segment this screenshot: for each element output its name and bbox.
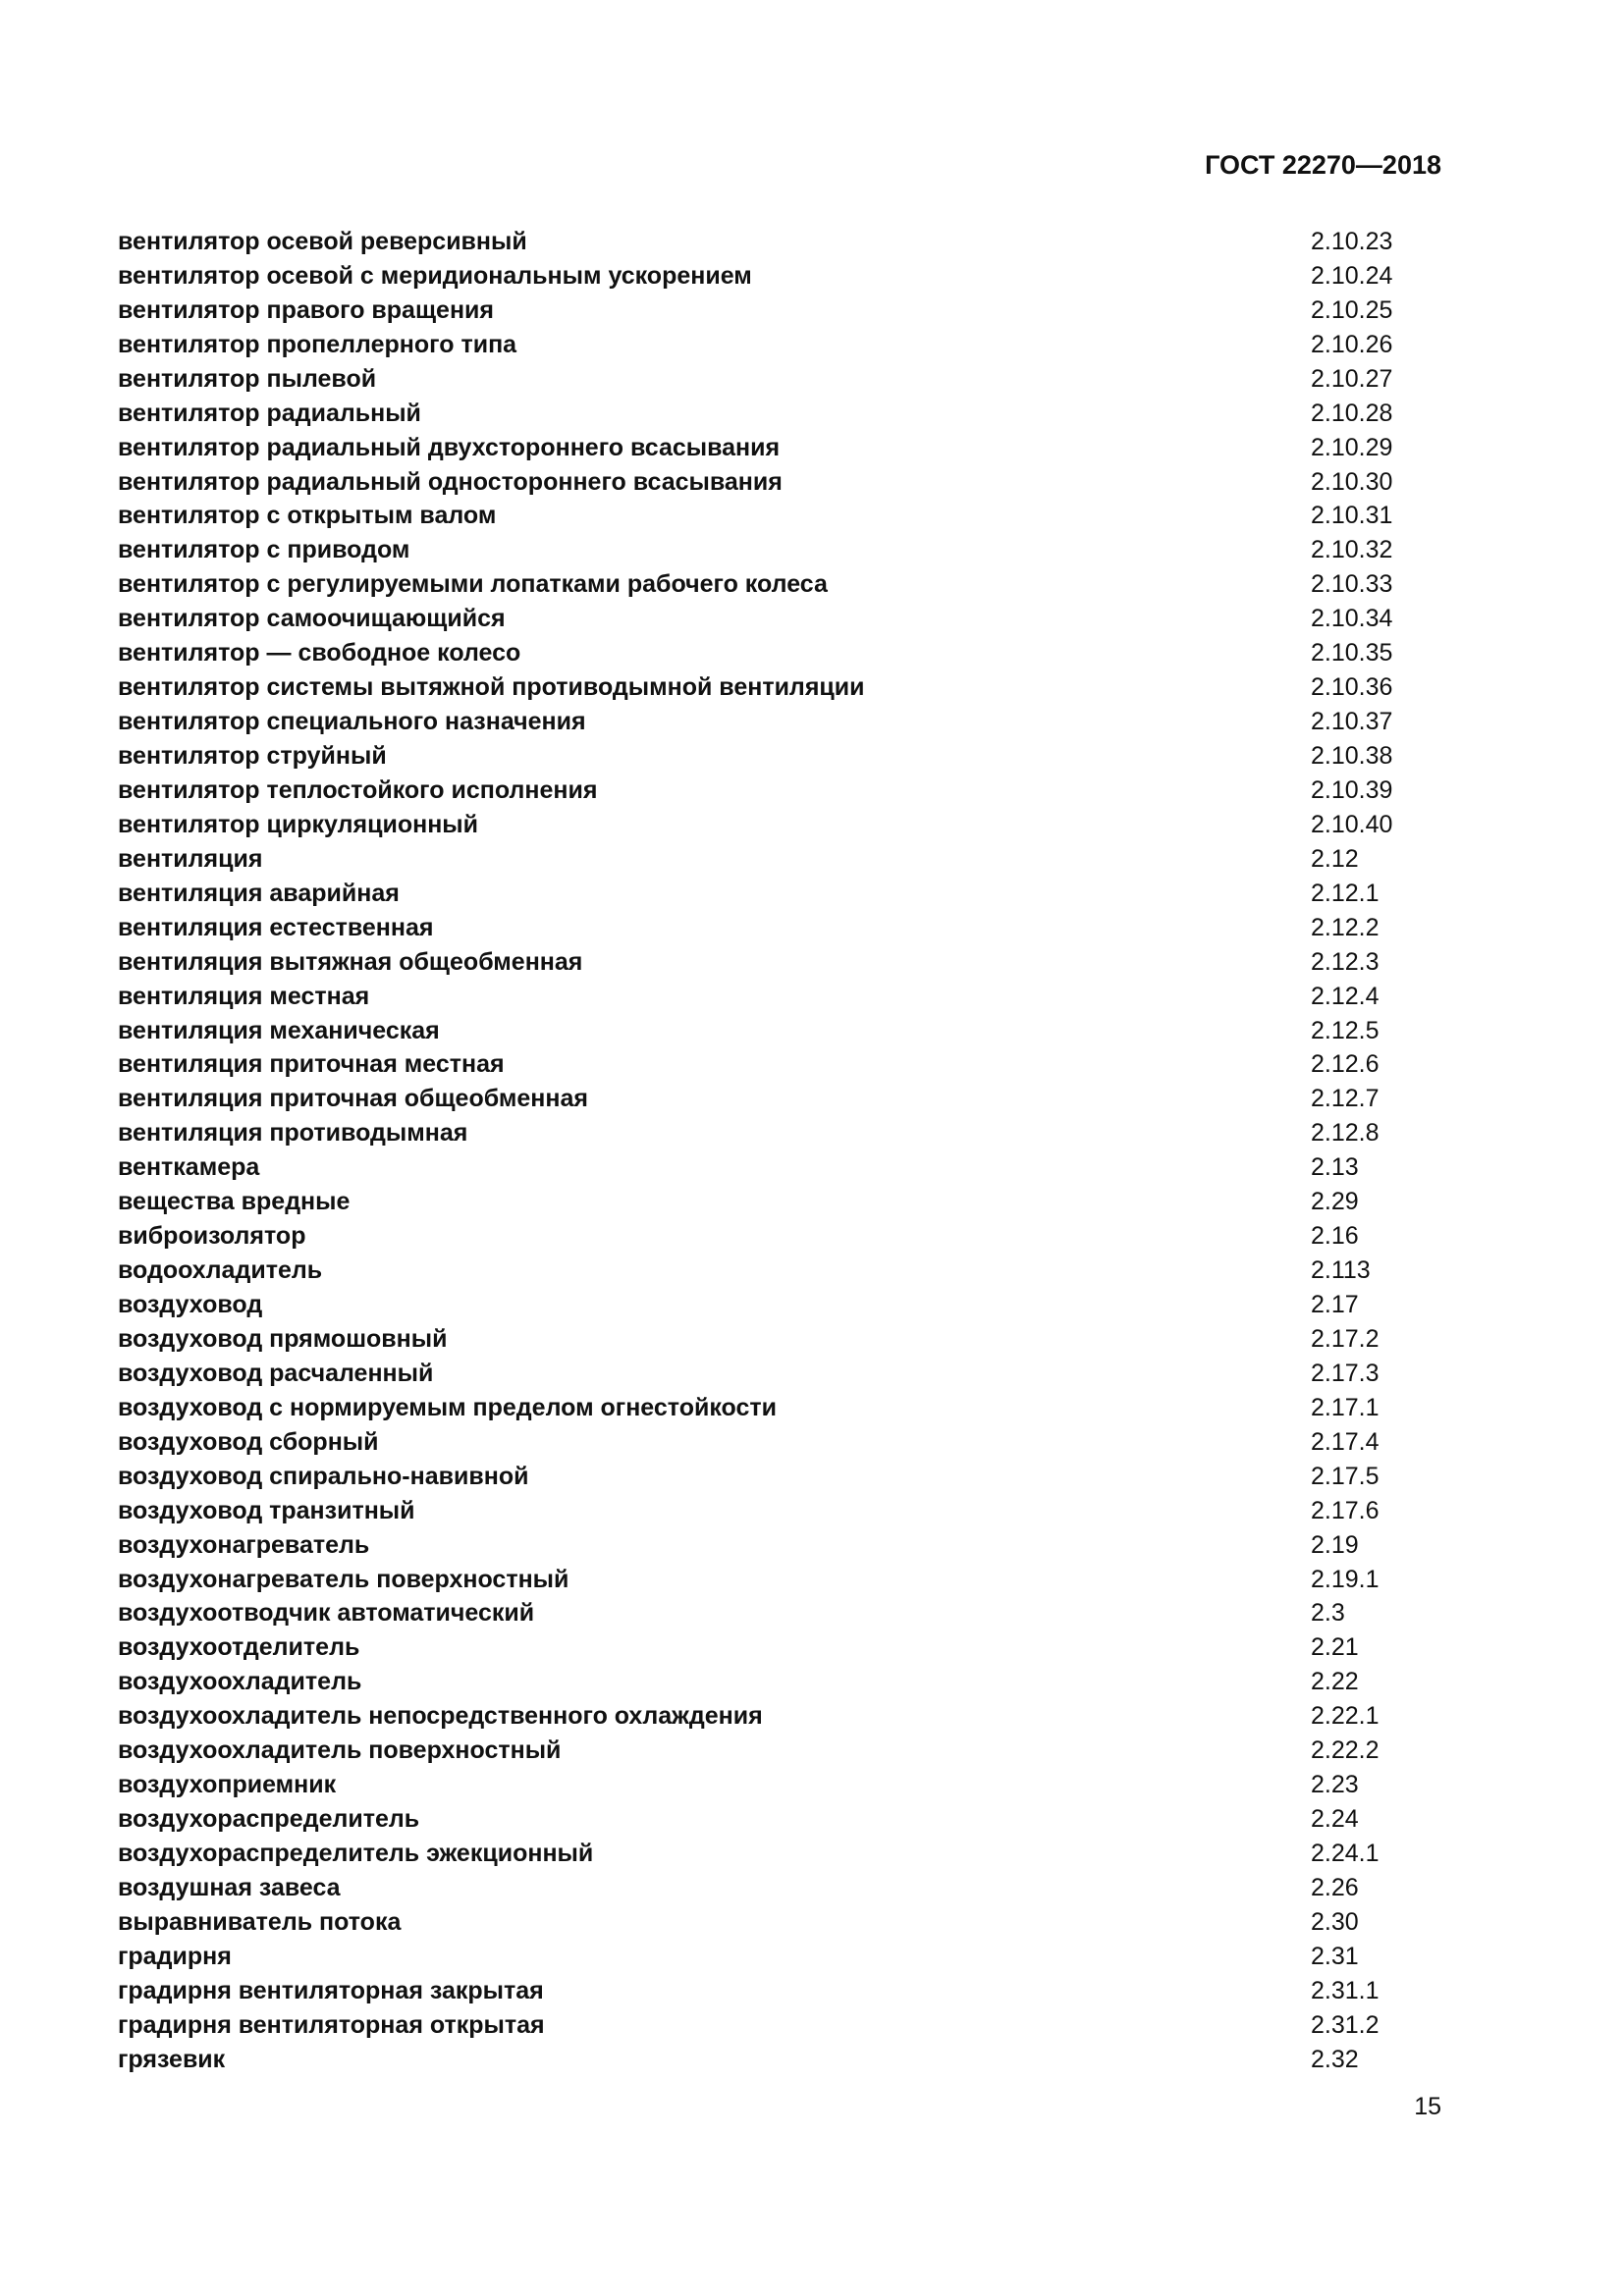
index-reference: 2.10.39	[1311, 775, 1393, 804]
index-entry	[118, 1665, 1394, 1699]
index-reference: 2.10.26	[1311, 330, 1393, 358]
index-reference: 2.10.34	[1311, 605, 1393, 633]
index-term: воздухонагреватель поверхностный	[118, 1565, 569, 1593]
index-term: вентилятор циркуляционный	[118, 810, 479, 838]
index-term: вентиляция	[118, 844, 263, 873]
index-reference: 2.29	[1311, 1188, 1359, 1216]
index-reference: 2.17	[1311, 1291, 1359, 1319]
index-reference: 2.22	[1311, 1668, 1359, 1696]
index-term: вентилятор радиальный двухстороннего всасывания	[118, 433, 781, 461]
index-entry	[118, 1802, 1394, 1837]
index-term: венткамера	[118, 1153, 260, 1182]
index-term: вентилятор с открытым валом	[118, 502, 497, 530]
index-reference: 2.12.4	[1311, 982, 1380, 1010]
index-entry	[118, 670, 1394, 705]
index-reference: 2.12.2	[1311, 913, 1380, 941]
index-list	[118, 225, 1394, 2077]
index-term: вентиляция местная	[118, 982, 370, 1010]
index-reference: 2.32	[1311, 2045, 1359, 2073]
index-term: воздухораспределитель	[118, 1805, 420, 1834]
index-entry	[118, 1699, 1394, 1734]
index-entry	[118, 1185, 1394, 1219]
index-term: градирня	[118, 1942, 232, 1970]
index-term: вентилятор пылевой	[118, 364, 377, 393]
index-entry	[118, 1219, 1394, 1254]
index-term: воздухоохладитель непосредственного охлаждения	[118, 1702, 763, 1731]
index-term: вентилятор радиальный	[118, 399, 421, 427]
index-term: вентиляция аварийная	[118, 879, 400, 907]
index-term: воздуховод расчаленный	[118, 1359, 434, 1387]
index-entry	[118, 1460, 1394, 1494]
index-entry	[118, 1734, 1394, 1768]
index-entry	[118, 397, 1394, 431]
document-header	[1205, 147, 1441, 183]
index-term: вентилятор осевой реверсивный	[118, 227, 527, 255]
index-term: вентилятор радиальный одностороннего всасывания	[118, 467, 783, 496]
index-reference: 2.10.33	[1311, 570, 1393, 599]
index-entry	[118, 1014, 1394, 1048]
index-term: вентилятор самоочищающийся	[118, 605, 506, 633]
index-term: воздухоотводчик автоматический	[118, 1599, 535, 1628]
index-entry	[118, 1357, 1394, 1391]
index-entry	[118, 1425, 1394, 1460]
index-reference: 2.26	[1311, 1873, 1359, 1901]
page-number: 15	[1414, 2093, 1441, 2120]
document-id: ГОСТ 22270—2018	[1205, 150, 1441, 180]
index-entry	[118, 1082, 1394, 1116]
index-reference: 2.24	[1311, 1805, 1359, 1834]
index-term: выравниватель потока	[118, 1907, 402, 1936]
index-reference: 2.13	[1311, 1153, 1359, 1182]
index-reference: 2.10.37	[1311, 708, 1393, 736]
index-reference: 2.23	[1311, 1771, 1359, 1799]
index-term: градирня вентиляторная закрытая	[118, 1976, 544, 2004]
index-entry	[118, 1940, 1394, 1974]
index-term: воздуховод сборный	[118, 1427, 379, 1456]
index-reference: 2.12.5	[1311, 1016, 1380, 1044]
index-entry	[118, 636, 1394, 670]
index-entry	[118, 1494, 1394, 1528]
index-term: воздуховод транзитный	[118, 1496, 415, 1524]
index-reference: 2.10.29	[1311, 433, 1393, 461]
index-term: воздухоохладитель поверхностный	[118, 1736, 562, 1765]
index-term: вентиляция противодымная	[118, 1119, 468, 1148]
index-reference: 2.17.6	[1311, 1496, 1380, 1524]
index-reference: 2.30	[1311, 1907, 1359, 1936]
index-entry	[118, 1837, 1394, 1871]
index-term: воздуховод	[118, 1291, 263, 1319]
index-entry	[118, 225, 1394, 259]
index-reference: 2.10.24	[1311, 261, 1393, 290]
index-reference: 2.10.32	[1311, 536, 1393, 564]
index-reference: 2.17.3	[1311, 1359, 1380, 1387]
index-reference: 2.31.2	[1311, 2010, 1380, 2039]
index-term: вентиляция приточная местная	[118, 1050, 505, 1079]
index-entry	[118, 533, 1394, 567]
index-term: воздухоохладитель	[118, 1668, 362, 1696]
index-reference: 2.10.31	[1311, 502, 1393, 530]
index-entry	[118, 1254, 1394, 1288]
index-entry	[118, 911, 1394, 945]
index-term: воздуховод прямошовный	[118, 1324, 448, 1353]
index-entry	[118, 431, 1394, 465]
index-term: вентилятор правого вращения	[118, 295, 495, 324]
index-entry	[118, 1391, 1394, 1425]
index-entry	[118, 2008, 1394, 2043]
index-reference: 2.17.1	[1311, 1393, 1380, 1421]
index-entry	[118, 602, 1394, 636]
index-entry	[118, 1563, 1394, 1597]
index-term: вентиляция механическая	[118, 1016, 440, 1044]
index-entry	[118, 500, 1394, 534]
index-entry	[118, 2043, 1394, 2077]
index-term: виброизолятор	[118, 1222, 306, 1251]
index-entry	[118, 1528, 1394, 1563]
index-reference: 2.113	[1311, 1256, 1371, 1285]
index-reference: 2.3	[1311, 1599, 1345, 1628]
index-entry	[118, 774, 1394, 808]
index-term: градирня вентиляторная открытая	[118, 2010, 545, 2039]
index-reference: 2.10.36	[1311, 673, 1393, 702]
index-term: вентилятор — свободное колесо	[118, 639, 521, 667]
index-entry	[118, 362, 1394, 397]
index-reference: 2.10.23	[1311, 227, 1393, 255]
index-entry	[118, 1630, 1394, 1665]
index-term: воздухоотделитель	[118, 1633, 360, 1662]
index-entry	[118, 1597, 1394, 1631]
index-entry	[118, 739, 1394, 774]
index-reference: 2.10.25	[1311, 295, 1393, 324]
index-entry	[118, 980, 1394, 1014]
index-entry	[118, 842, 1394, 877]
index-entry	[118, 294, 1394, 328]
index-entry	[118, 259, 1394, 294]
index-term: вентилятор теплостойкого исполнения	[118, 775, 598, 804]
index-term: вентиляция естественная	[118, 913, 434, 941]
index-term: вещества вредные	[118, 1188, 351, 1216]
index-entry	[118, 808, 1394, 842]
index-entry	[118, 877, 1394, 911]
index-entry	[118, 465, 1394, 500]
index-reference: 2.10.40	[1311, 810, 1393, 838]
index-entry	[118, 1116, 1394, 1150]
index-reference: 2.10.38	[1311, 742, 1393, 771]
index-term: воздухоприемник	[118, 1771, 337, 1799]
index-reference: 2.10.27	[1311, 364, 1393, 393]
index-term: вентилятор специального назначения	[118, 708, 586, 736]
index-entry	[118, 1871, 1394, 1905]
index-entry	[118, 1974, 1394, 2008]
index-entry	[118, 1150, 1394, 1185]
index-reference: 2.12.6	[1311, 1050, 1380, 1079]
index-term: воздуховод спирально-навивной	[118, 1462, 529, 1490]
index-term: грязевик	[118, 2045, 226, 2073]
index-term: вентиляция приточная общеобменная	[118, 1085, 588, 1113]
index-entry	[118, 1768, 1394, 1802]
index-term: вентилятор пропеллерного типа	[118, 330, 517, 358]
index-reference: 2.12.1	[1311, 879, 1380, 907]
index-term: воздуховод с нормируемым пределом огнестойкости	[118, 1393, 777, 1421]
index-term: вентилятор струйный	[118, 742, 387, 771]
index-reference: 2.22.1	[1311, 1702, 1380, 1731]
index-reference: 2.31	[1311, 1942, 1359, 1970]
index-reference: 2.12.7	[1311, 1085, 1380, 1113]
index-entry	[118, 1322, 1394, 1357]
index-reference: 2.19	[1311, 1530, 1359, 1559]
index-entry	[118, 1288, 1394, 1322]
index-reference: 2.16	[1311, 1222, 1359, 1251]
index-reference: 2.10.28	[1311, 399, 1393, 427]
index-reference: 2.10.30	[1311, 467, 1393, 496]
index-entry	[118, 328, 1394, 362]
index-entry	[118, 705, 1394, 739]
index-term: вентилятор осевой с меридиональным ускорением	[118, 261, 752, 290]
index-term: воздухонагреватель	[118, 1530, 370, 1559]
index-reference: 2.17.5	[1311, 1462, 1380, 1490]
index-entry	[118, 1905, 1394, 1940]
index-term: водоохладитель	[118, 1256, 323, 1285]
index-term: вентиляция вытяжная общеобменная	[118, 947, 583, 976]
index-entry	[118, 567, 1394, 602]
index-reference: 2.12	[1311, 844, 1359, 873]
index-term: вентилятор системы вытяжной противодымной вентиляции	[118, 673, 865, 702]
index-reference: 2.12.8	[1311, 1119, 1380, 1148]
index-reference: 2.12.3	[1311, 947, 1380, 976]
index-reference: 2.19.1	[1311, 1565, 1380, 1593]
index-term: вентилятор с регулируемыми лопатками рабочего колеса	[118, 570, 828, 599]
index-reference: 2.22.2	[1311, 1736, 1380, 1765]
index-reference: 2.17.2	[1311, 1324, 1380, 1353]
index-reference: 2.10.35	[1311, 639, 1393, 667]
index-reference: 2.21	[1311, 1633, 1359, 1662]
index-reference: 2.31.1	[1311, 1976, 1380, 2004]
index-entry	[118, 1048, 1394, 1083]
index-reference: 2.24.1	[1311, 1840, 1380, 1868]
index-term: вентилятор с приводом	[118, 536, 410, 564]
index-entry	[118, 945, 1394, 980]
index-reference: 2.17.4	[1311, 1427, 1380, 1456]
index-term: воздушная завеса	[118, 1873, 341, 1901]
index-term: воздухораспределитель эжекционный	[118, 1840, 594, 1868]
